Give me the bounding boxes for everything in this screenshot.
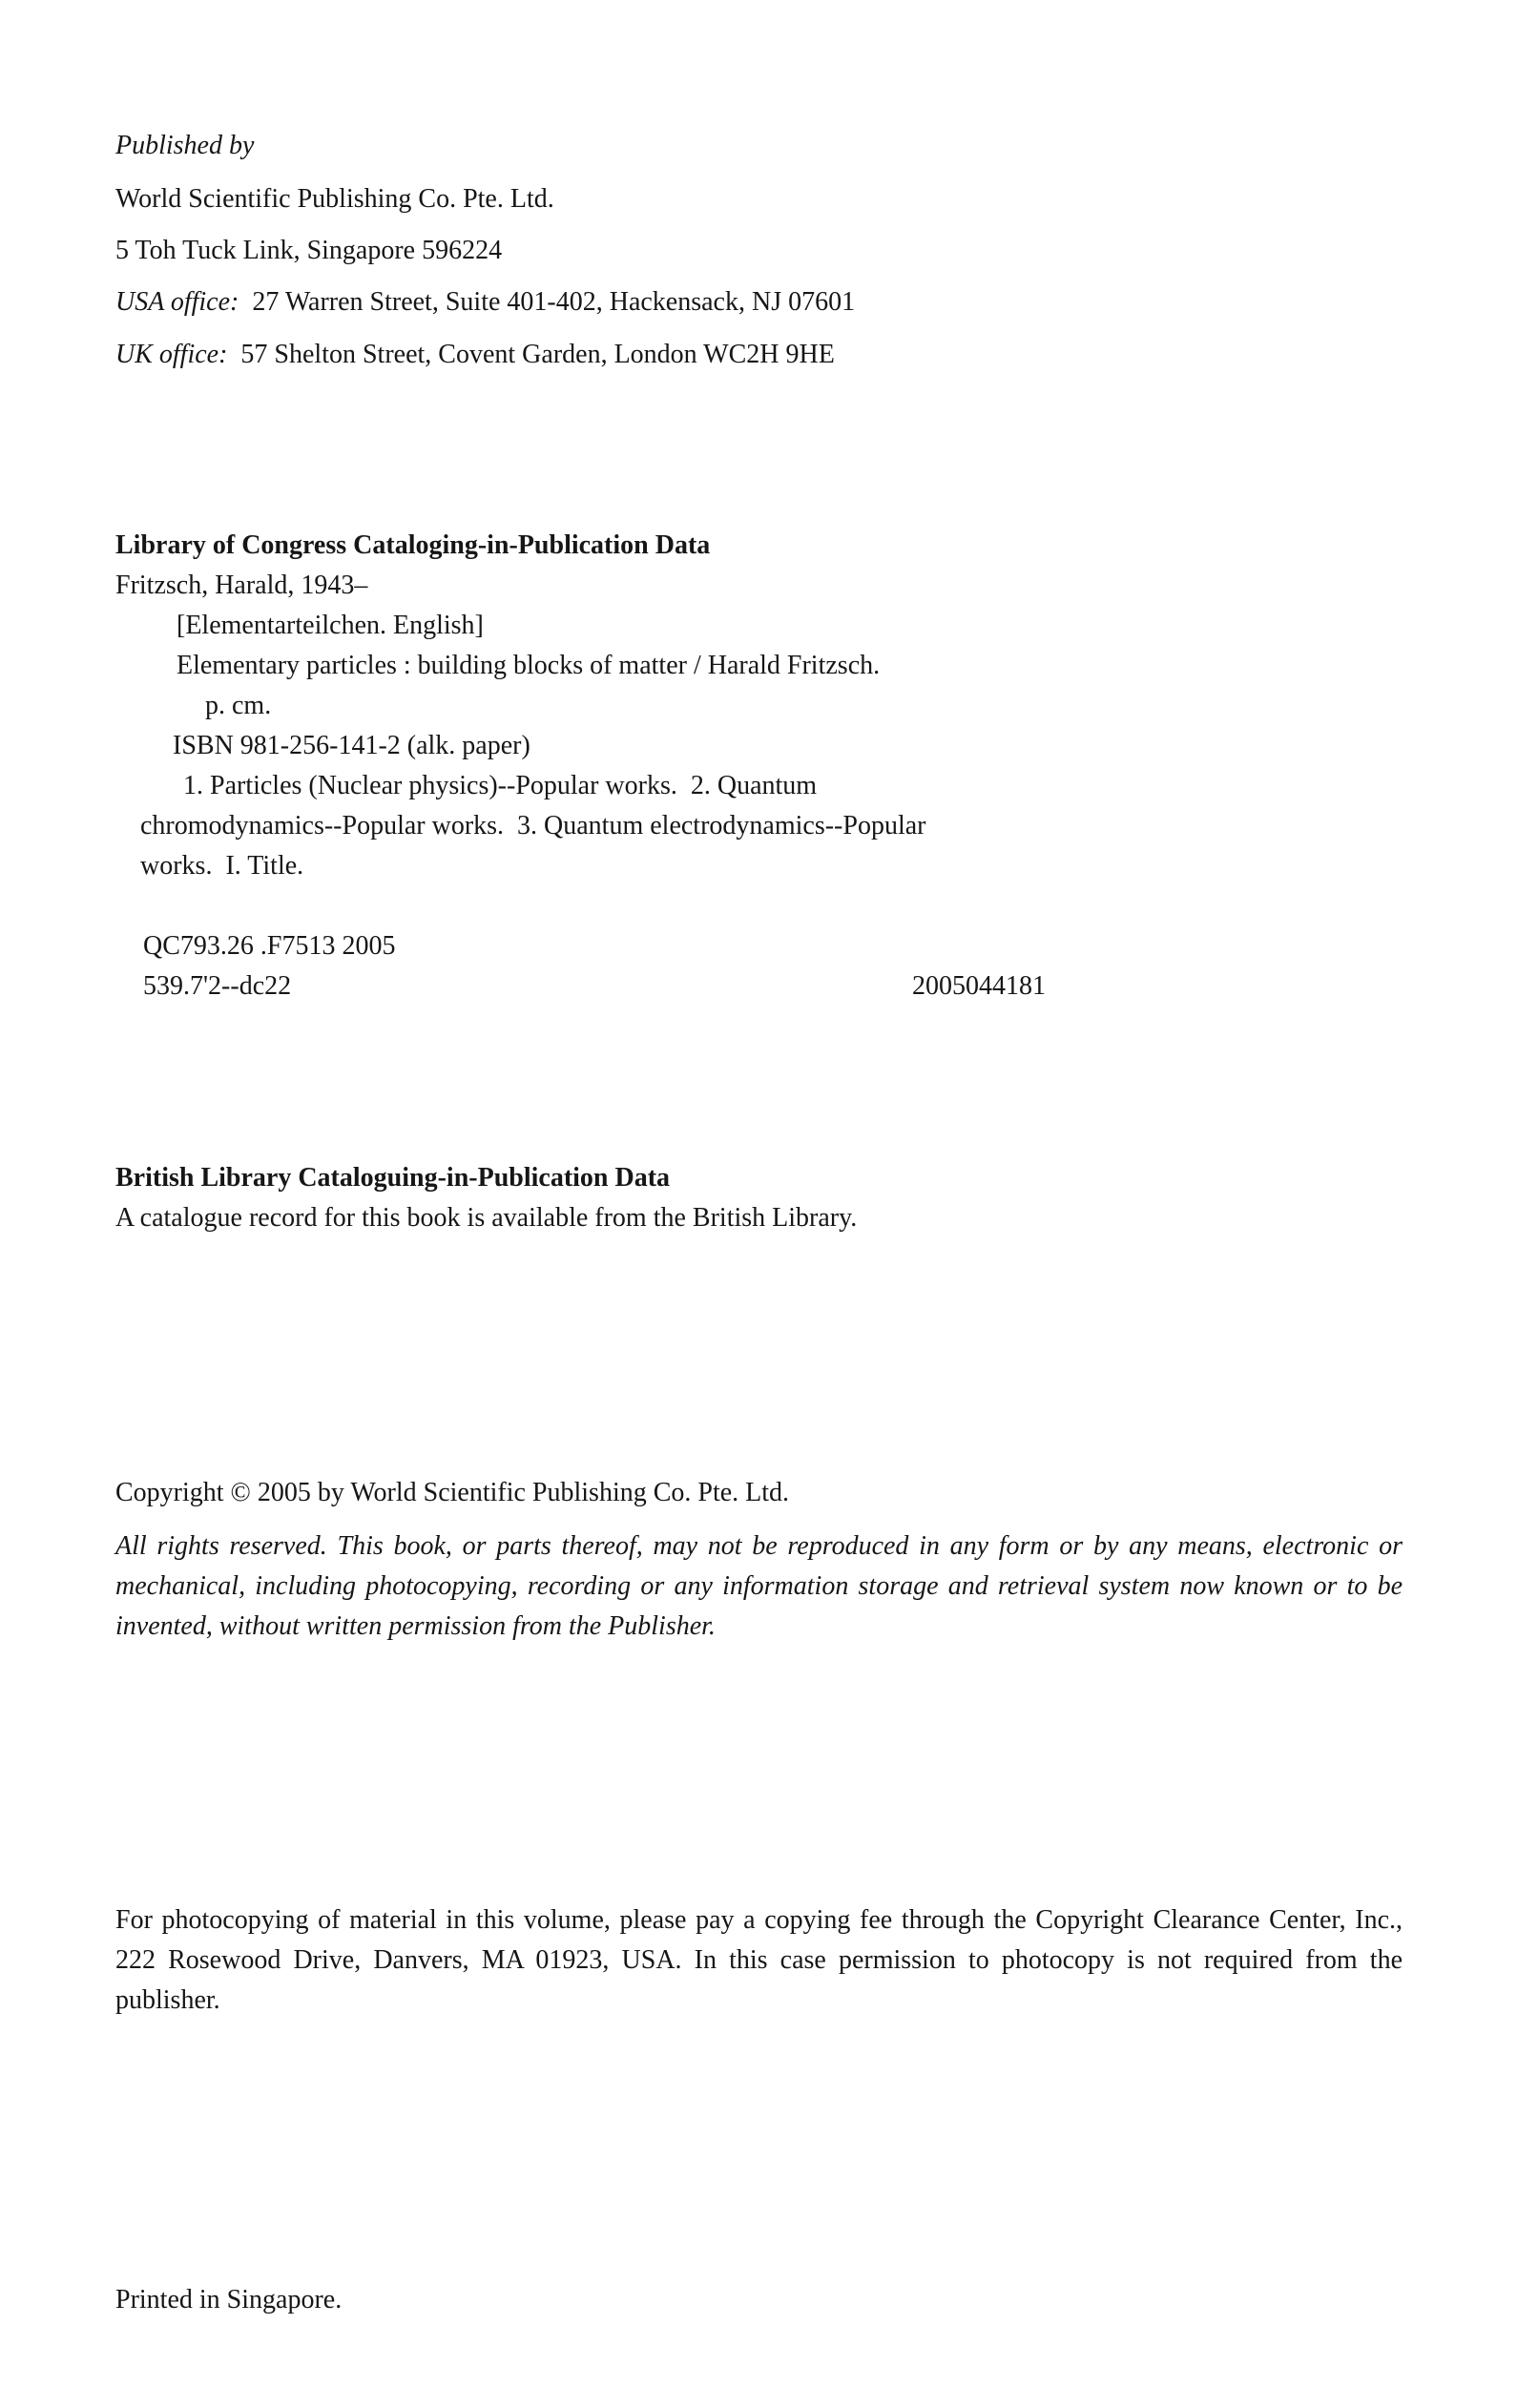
loc-line: [Elementarteilchen. English] bbox=[177, 611, 484, 640]
copyright-line: Copyright © 2005 by World Scientific Publishing Co. Pte. Ltd. bbox=[115, 1478, 790, 1507]
loc-line: Elementary particles : building blocks of matter / Harald Fritzsch. bbox=[177, 651, 881, 680]
usa-office-line bbox=[115, 282, 1403, 322]
lccn-number: 2005044181 bbox=[912, 971, 1046, 1001]
usa-office-text: 27 Warren Street, Suite 401-402, Hackensack, NJ 07601 bbox=[252, 287, 856, 317]
dewey-line bbox=[115, 966, 1403, 1007]
rights-notice: All rights reserved. This book, or parts thereof, may not be reproduced in any form or by any means, electronic or mechanical, including photocopying, recording or any information storage and retrieval system now known or to be invented, without written permission from the Publisher. bbox=[115, 1531, 1403, 1641]
printed-in: Printed in Singapore. bbox=[115, 2285, 343, 2315]
loc-line: works. I. Title. bbox=[140, 851, 304, 881]
publisher-name: World Scientific Publishing Co. Pte. Ltd. bbox=[115, 184, 554, 214]
loc-line: 1. Particles (Nuclear physics)--Popular works. 2. Quantum bbox=[183, 771, 818, 800]
loc-heading: Library of Congress Cataloging-in-Publication Data bbox=[115, 530, 711, 560]
loc-line: ISBN 981-256-141-2 (alk. paper) bbox=[173, 731, 530, 760]
photocopy-notice: For photocopying of material in this volume, please pay a copying fee through the Copyright Clearance Center, Inc., 222 Rosewood Drive, Danvers, MA 01923, USA. In this case permission to photocopy is not required from the publisher. bbox=[115, 1905, 1403, 2015]
published-by-label: Published by bbox=[115, 131, 255, 160]
uk-office-text: 57 Shelton Street, Covent Garden, London WC2H 9HE bbox=[240, 340, 835, 369]
bl-heading: British Library Cataloguing-in-Publication Data bbox=[115, 1163, 671, 1193]
call-number: QC793.26 .F7513 2005 bbox=[143, 931, 396, 961]
usa-office-label: USA office: bbox=[115, 287, 239, 317]
publisher-address: 5 Toh Tuck Link, Singapore 596224 bbox=[115, 236, 503, 265]
loc-line: Fritzsch, Harald, 1943– bbox=[115, 571, 368, 600]
dewey-number: 539.7'2--dc22 bbox=[143, 971, 292, 1001]
bl-text: A catalogue record for this book is available from the British Library. bbox=[115, 1203, 858, 1233]
loc-line: p. cm. bbox=[205, 691, 272, 720]
uk-office-line bbox=[115, 335, 1403, 375]
uk-office-label: UK office: bbox=[115, 340, 228, 369]
loc-line: chromodynamics--Popular works. 3. Quantum electrodynamics--Popular bbox=[140, 811, 926, 841]
